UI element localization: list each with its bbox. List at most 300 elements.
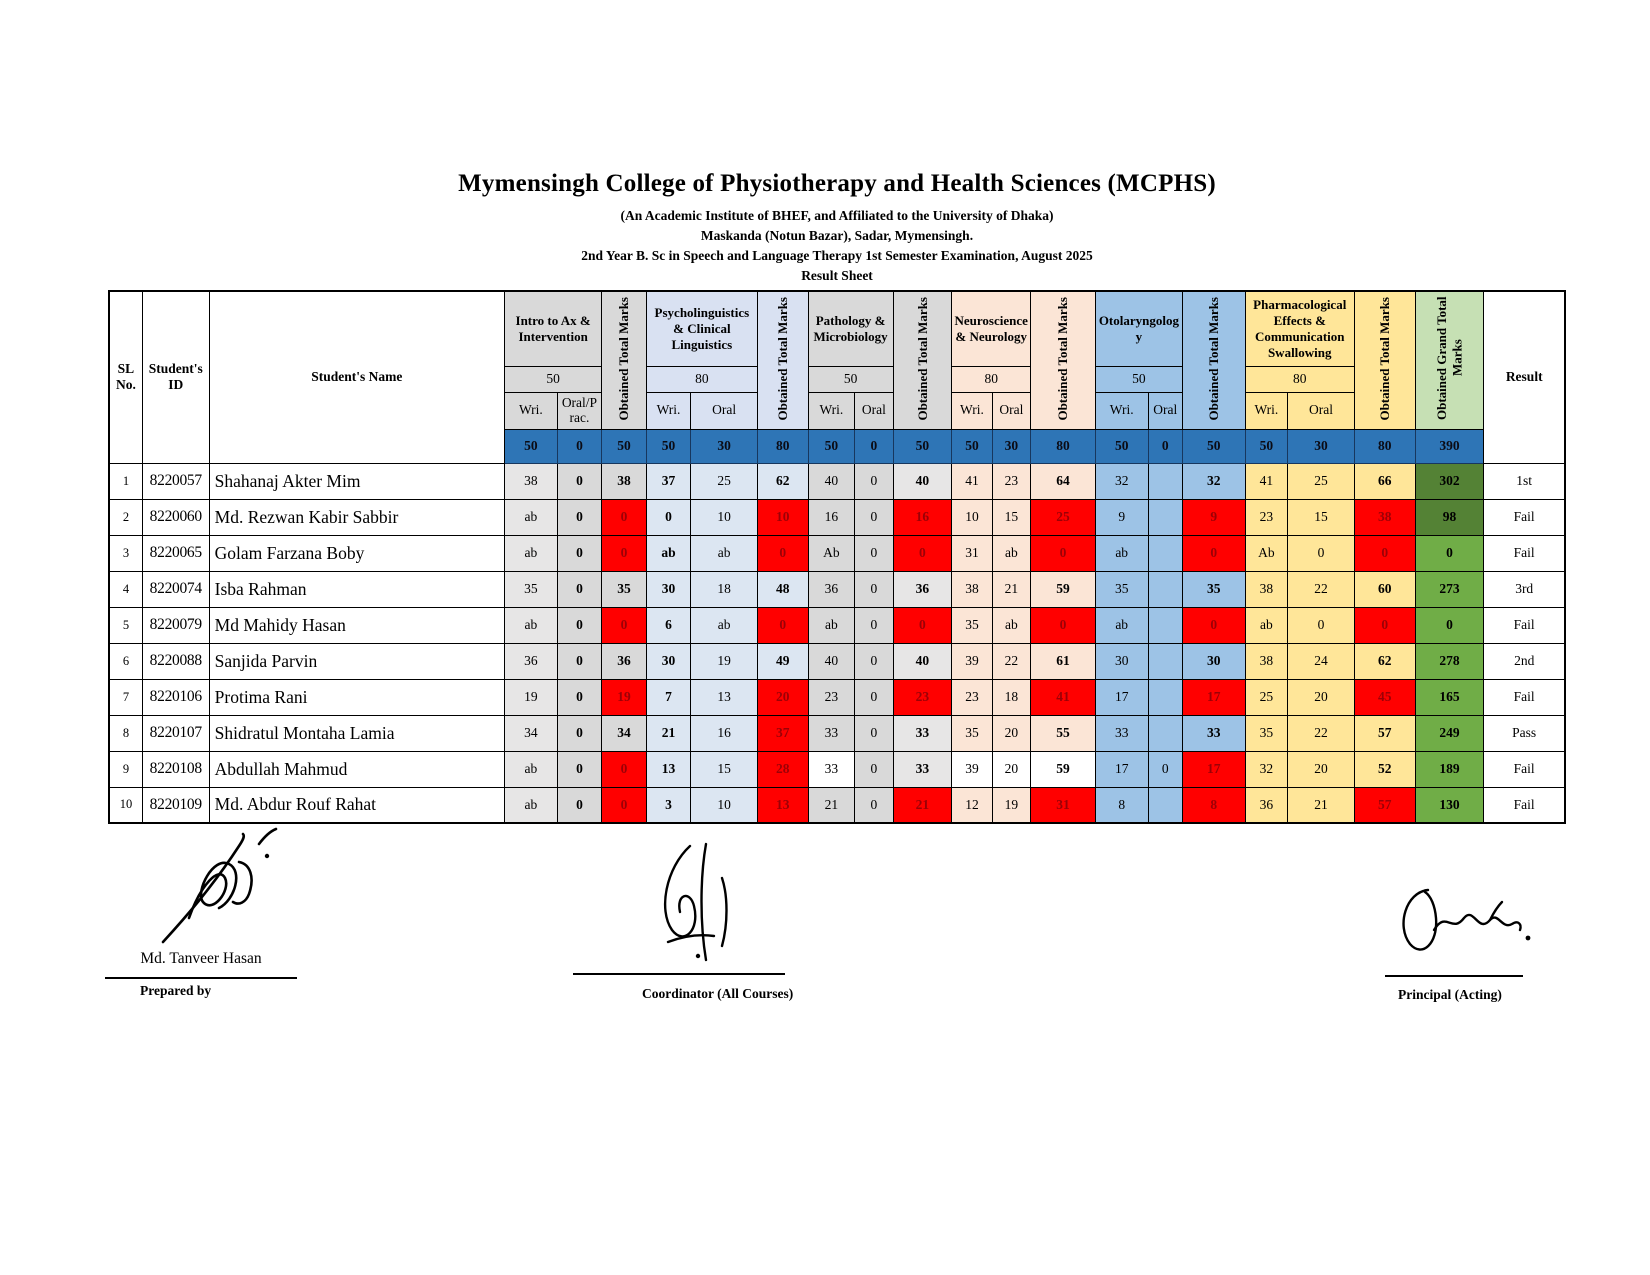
- mark-cell: 38: [952, 571, 992, 607]
- header-subject-otolaryngology: Otolaryngology: [1095, 291, 1182, 366]
- mark-cell: 7: [646, 679, 691, 715]
- mark-cell: 0: [557, 463, 602, 499]
- sub-pharma-oral: Oral: [1288, 392, 1355, 429]
- student-id-cell: 8220065: [142, 535, 209, 571]
- mark-cell: 34: [505, 715, 558, 751]
- student-name-cell: Md. Abdur Rouf Rahat: [209, 787, 504, 823]
- student-rows: [109, 463, 1565, 823]
- mark-cell: ab: [646, 535, 691, 571]
- mark-cell: 0: [1288, 535, 1355, 571]
- address-line: Maskanda (Notun Bazar), Sadar, Mymensingh.: [700, 228, 974, 243]
- mark-cell: 25: [1245, 679, 1287, 715]
- mark-cell: 0: [557, 715, 602, 751]
- student-name-cell: Sanjida Parvin: [209, 643, 504, 679]
- mark-cell: 10: [952, 499, 992, 535]
- mark-cell: 25: [691, 463, 758, 499]
- sl-no-cell: 4: [109, 571, 142, 607]
- mark-cell: 0: [855, 535, 893, 571]
- mark-cell: 62: [758, 463, 809, 499]
- mark-cell: 0: [855, 751, 893, 787]
- mark-cell: 30: [1182, 643, 1245, 679]
- result-cell: Fail: [1484, 607, 1565, 643]
- student-name-cell: Shahanaj Akter Mim: [209, 463, 504, 499]
- mark-cell: 35: [1095, 571, 1148, 607]
- mark-cell: 38: [1245, 643, 1287, 679]
- header-sl-no: SL No.: [109, 291, 142, 463]
- mark-cell: ab: [505, 607, 558, 643]
- mark-cell: 38: [1245, 571, 1287, 607]
- max-mark-cell: 50: [646, 429, 691, 463]
- sl-no-cell: 2: [109, 499, 142, 535]
- sl-no-cell: 6: [109, 643, 142, 679]
- mark-cell: 59: [1031, 751, 1096, 787]
- mark-cell: 0: [855, 715, 893, 751]
- result-cell: 3rd: [1484, 571, 1565, 607]
- header-subject-pharmacological: Pharmacological Effects & Communication Swallowing: [1245, 291, 1354, 366]
- mark-cell: 40: [808, 643, 855, 679]
- student-row: [109, 463, 1565, 499]
- header-subject-psycholinguistics: Psycholinguistics & Clinical Linguistics: [646, 291, 757, 366]
- max-mark-cell: 0: [855, 429, 893, 463]
- mark-cell: ab: [505, 499, 558, 535]
- mark-cell: 0: [855, 499, 893, 535]
- grand-total-cell: 273: [1415, 571, 1484, 607]
- mark-cell: 36: [808, 571, 855, 607]
- student-row: [109, 571, 1565, 607]
- mark-cell: [1148, 535, 1182, 571]
- principal-line: [1385, 975, 1523, 977]
- mark-cell: 0: [758, 607, 809, 643]
- mark-cell: 52: [1354, 751, 1415, 787]
- mark-cell: 10: [691, 787, 758, 823]
- mark-cell: 19: [602, 679, 647, 715]
- mark-cell: 0: [1288, 607, 1355, 643]
- mark-cell: 17: [1182, 679, 1245, 715]
- mark-cell: [1148, 463, 1182, 499]
- total-otolaryngology: 50: [1095, 366, 1182, 392]
- max-mark-cell: 30: [992, 429, 1030, 463]
- sub-oto-wri: Wri.: [1095, 392, 1148, 429]
- mark-cell: 22: [1288, 715, 1355, 751]
- mark-cell: 18: [992, 679, 1030, 715]
- student-name-cell: Md. Rezwan Kabir Sabbir: [209, 499, 504, 535]
- mark-cell: 40: [808, 463, 855, 499]
- mark-cell: 0: [893, 535, 952, 571]
- mark-cell: [1148, 499, 1182, 535]
- mark-cell: 0: [602, 751, 647, 787]
- header-student-id: Student's ID: [142, 291, 209, 463]
- header-otm-intro: Obtained Total Marks: [602, 291, 647, 429]
- mark-cell: 23: [992, 463, 1030, 499]
- mark-cell: 31: [952, 535, 992, 571]
- student-id-cell: 8220060: [142, 499, 209, 535]
- mark-cell: 0: [602, 787, 647, 823]
- grand-total-cell: 0: [1415, 535, 1484, 571]
- mark-cell: 0: [758, 535, 809, 571]
- mark-cell: 13: [646, 751, 691, 787]
- max-mark-cell: 50: [1095, 429, 1148, 463]
- result-cell: Pass: [1484, 715, 1565, 751]
- mark-cell: 0: [557, 571, 602, 607]
- mark-cell: 62: [1354, 643, 1415, 679]
- mark-cell: 0: [646, 499, 691, 535]
- student-id-cell: 8220088: [142, 643, 209, 679]
- header-result: Result: [1484, 291, 1565, 463]
- student-id-cell: 8220108: [142, 751, 209, 787]
- mark-cell: 0: [1148, 751, 1182, 787]
- student-name-cell: Abdullah Mahmud: [209, 751, 504, 787]
- max-mark-cell: 0: [557, 429, 602, 463]
- mark-cell: 21: [992, 571, 1030, 607]
- mark-cell: 21: [1288, 787, 1355, 823]
- total-intro: 50: [505, 366, 602, 392]
- mark-cell: 38: [505, 463, 558, 499]
- student-row: [109, 715, 1565, 751]
- grand-total-cell: 278: [1415, 643, 1484, 679]
- mark-cell: 10: [691, 499, 758, 535]
- grand-total-cell: 189: [1415, 751, 1484, 787]
- exam-line: 2nd Year B. Sc in Speech and Language Therapy 1st Semester Examination, August 2025: [581, 248, 1093, 263]
- mark-cell: 20: [992, 715, 1030, 751]
- mark-cell: 21: [646, 715, 691, 751]
- mark-cell: 16: [893, 499, 952, 535]
- sub-psycho-oral: Oral: [691, 392, 758, 429]
- mark-cell: 17: [1095, 751, 1148, 787]
- mark-cell: 23: [1245, 499, 1287, 535]
- student-id-cell: 8220107: [142, 715, 209, 751]
- student-row: [109, 751, 1565, 787]
- result-cell: Fail: [1484, 787, 1565, 823]
- student-name-cell: Protima Rani: [209, 679, 504, 715]
- mark-cell: 41: [1031, 679, 1096, 715]
- mark-cell: 37: [646, 463, 691, 499]
- student-name-cell: Shidratul Montaha Lamia: [209, 715, 504, 751]
- mark-cell: 15: [992, 499, 1030, 535]
- student-row: [109, 679, 1565, 715]
- max-mark-cell: 80: [1354, 429, 1415, 463]
- student-id-cell: 8220079: [142, 607, 209, 643]
- mark-cell: 21: [808, 787, 855, 823]
- mark-cell: 20: [1288, 679, 1355, 715]
- mark-cell: 8: [1095, 787, 1148, 823]
- mark-cell: 39: [952, 751, 992, 787]
- total-pharmacological: 80: [1245, 366, 1354, 392]
- grand-total-cell: 0: [1415, 607, 1484, 643]
- mark-cell: 35: [1182, 571, 1245, 607]
- prepared-by-label: Prepared by: [140, 983, 212, 998]
- mark-cell: 0: [893, 607, 952, 643]
- total-psycholinguistics: 80: [646, 366, 757, 392]
- mark-cell: 30: [1095, 643, 1148, 679]
- mark-cell: ab: [1245, 607, 1287, 643]
- mark-cell: 0: [1031, 607, 1096, 643]
- header-subject-pathology: Pathology & Microbiology: [808, 291, 893, 366]
- result-table: [108, 290, 1566, 824]
- mark-cell: 0: [557, 787, 602, 823]
- student-name-cell: Golam Farzana Boby: [209, 535, 504, 571]
- mark-cell: 19: [992, 787, 1030, 823]
- mark-cell: 17: [1182, 751, 1245, 787]
- mark-cell: 16: [808, 499, 855, 535]
- grand-total-cell: 302: [1415, 463, 1484, 499]
- mark-cell: 0: [557, 679, 602, 715]
- mark-cell: 45: [1354, 679, 1415, 715]
- header-student-name: Student's Name: [209, 291, 504, 463]
- mark-cell: 0: [557, 499, 602, 535]
- prepared-by-name: Md. Tanveer Hasan: [140, 950, 262, 967]
- mark-cell: 9: [1095, 499, 1148, 535]
- grand-total-cell: 130: [1415, 787, 1484, 823]
- mark-cell: ab: [691, 535, 758, 571]
- sub-neuro-oral: Oral: [992, 392, 1030, 429]
- mark-cell: [1148, 787, 1182, 823]
- mark-cell: 36: [1245, 787, 1287, 823]
- sl-no-cell: 8: [109, 715, 142, 751]
- student-row: [109, 499, 1565, 535]
- result-cell: Fail: [1484, 679, 1565, 715]
- mark-cell: 0: [855, 571, 893, 607]
- sl-no-cell: 10: [109, 787, 142, 823]
- mark-cell: 22: [1288, 571, 1355, 607]
- max-mark-cell: 50: [952, 429, 992, 463]
- mark-cell: 20: [1288, 751, 1355, 787]
- max-mark-cell: 0: [1148, 429, 1182, 463]
- mark-cell: 25: [1288, 463, 1355, 499]
- sheet-label: Result Sheet: [801, 268, 873, 283]
- mark-cell: 32: [1095, 463, 1148, 499]
- coordinator-line: [573, 973, 785, 975]
- mark-cell: 24: [1288, 643, 1355, 679]
- mark-cell: 33: [1095, 715, 1148, 751]
- student-row: [109, 607, 1565, 643]
- student-id-cell: 8220106: [142, 679, 209, 715]
- result-cell: Fail: [1484, 751, 1565, 787]
- max-mark-cell: 50: [1182, 429, 1245, 463]
- student-name-cell: Md Mahidy Hasan: [209, 607, 504, 643]
- mark-cell: 17: [1095, 679, 1148, 715]
- mark-cell: 20: [758, 679, 809, 715]
- prepared-by-line: [105, 977, 297, 979]
- mark-cell: ab: [691, 607, 758, 643]
- mark-cell: 38: [602, 463, 647, 499]
- mark-cell: 55: [1031, 715, 1096, 751]
- mark-cell: 13: [758, 787, 809, 823]
- mark-cell: 57: [1354, 715, 1415, 751]
- mark-cell: 66: [1354, 463, 1415, 499]
- max-mark-cell: 30: [1288, 429, 1355, 463]
- mark-cell: 61: [1031, 643, 1096, 679]
- mark-cell: [1148, 715, 1182, 751]
- mark-cell: 35: [602, 571, 647, 607]
- sub-psycho-wri: Wri.: [646, 392, 691, 429]
- mark-cell: 0: [557, 751, 602, 787]
- header-grand-total: Obtained Grand Total Marks: [1415, 291, 1484, 429]
- mark-cell: 0: [1354, 535, 1415, 571]
- mark-cell: 15: [691, 751, 758, 787]
- student-row: [109, 535, 1565, 571]
- mark-cell: 6: [646, 607, 691, 643]
- mark-cell: ab: [505, 787, 558, 823]
- sub-path-wri: Wri.: [808, 392, 855, 429]
- mark-cell: 25: [1031, 499, 1096, 535]
- mark-cell: 59: [1031, 571, 1096, 607]
- sl-no-cell: 9: [109, 751, 142, 787]
- mark-cell: 41: [1245, 463, 1287, 499]
- student-name-cell: Isba Rahman: [209, 571, 504, 607]
- mark-cell: Ab: [808, 535, 855, 571]
- student-row: [109, 643, 1565, 679]
- total-pathology: 50: [808, 366, 893, 392]
- mark-cell: 21: [893, 787, 952, 823]
- header-otm-pharmacological: Obtained Total Marks: [1354, 291, 1415, 429]
- mark-cell: 32: [1245, 751, 1287, 787]
- mark-cell: 0: [557, 535, 602, 571]
- mark-cell: [1148, 607, 1182, 643]
- sub-path-oral: Oral: [855, 392, 893, 429]
- student-id-cell: 8220109: [142, 787, 209, 823]
- mark-cell: 35: [952, 607, 992, 643]
- mark-cell: [1148, 643, 1182, 679]
- header-subject-neuroscience: Neuroscience & Neurology: [952, 291, 1031, 366]
- max-grand-total-cell: 390: [1415, 429, 1484, 463]
- mark-cell: 40: [893, 643, 952, 679]
- mark-cell: 34: [602, 715, 647, 751]
- max-mark-cell: 50: [1245, 429, 1287, 463]
- mark-cell: 35: [505, 571, 558, 607]
- mark-cell: ab: [1095, 607, 1148, 643]
- mark-cell: 36: [505, 643, 558, 679]
- mark-cell: 0: [602, 607, 647, 643]
- mark-cell: 39: [952, 643, 992, 679]
- mark-cell: 33: [808, 715, 855, 751]
- signature-coordinator-icon: [648, 838, 743, 966]
- mark-cell: ab: [1095, 535, 1148, 571]
- mark-cell: ab: [992, 607, 1030, 643]
- mark-cell: 9: [1182, 499, 1245, 535]
- affiliation-line: (An Academic Institute of BHEF, and Affiliated to the University of Dhaka): [620, 208, 1054, 223]
- principal-label: Principal (Acting): [1398, 987, 1502, 1002]
- sl-no-cell: 3: [109, 535, 142, 571]
- mark-cell: 36: [893, 571, 952, 607]
- result-cell: 1st: [1484, 463, 1565, 499]
- mark-cell: 57: [1354, 787, 1415, 823]
- mark-cell: 48: [758, 571, 809, 607]
- mark-cell: 3: [646, 787, 691, 823]
- mark-cell: 30: [646, 643, 691, 679]
- student-row: [109, 787, 1565, 823]
- mark-cell: 0: [557, 643, 602, 679]
- mark-cell: 40: [893, 463, 952, 499]
- result-cell: Fail: [1484, 535, 1565, 571]
- sl-no-cell: 5: [109, 607, 142, 643]
- mark-cell: 31: [1031, 787, 1096, 823]
- mark-cell: 38: [1354, 499, 1415, 535]
- mark-cell: 0: [1354, 607, 1415, 643]
- mark-cell: 33: [893, 715, 952, 751]
- total-neuroscience: 80: [952, 366, 1031, 392]
- mark-cell: 0: [855, 607, 893, 643]
- mark-cell: 0: [855, 463, 893, 499]
- sub-pharma-wri: Wri.: [1245, 392, 1287, 429]
- max-mark-cell: 50: [808, 429, 855, 463]
- sub-oto-oral: Oral: [1148, 392, 1182, 429]
- max-mark-cell: 80: [758, 429, 809, 463]
- sl-no-cell: 1: [109, 463, 142, 499]
- mark-cell: 36: [602, 643, 647, 679]
- header-otm-neuroscience: Obtained Total Marks: [1031, 291, 1096, 429]
- mark-cell: [1148, 571, 1182, 607]
- mark-cell: 20: [992, 751, 1030, 787]
- mark-cell: 23: [952, 679, 992, 715]
- grand-total-cell: 249: [1415, 715, 1484, 751]
- sub-intro-wri: Wri.: [505, 392, 558, 429]
- mark-cell: 49: [758, 643, 809, 679]
- mark-cell: Ab: [1245, 535, 1287, 571]
- mark-cell: 15: [1288, 499, 1355, 535]
- mark-cell: 0: [855, 787, 893, 823]
- mark-cell: 0: [602, 535, 647, 571]
- mark-cell: 23: [808, 679, 855, 715]
- mark-cell: 8: [1182, 787, 1245, 823]
- mark-cell: [1148, 679, 1182, 715]
- mark-cell: 0: [855, 679, 893, 715]
- sub-neuro-wri: Wri.: [952, 392, 992, 429]
- mark-cell: 33: [1182, 715, 1245, 751]
- mark-cell: 30: [646, 571, 691, 607]
- mark-cell: 0: [855, 643, 893, 679]
- mark-cell: 16: [691, 715, 758, 751]
- max-mark-cell: 50: [893, 429, 952, 463]
- result-cell: Fail: [1484, 499, 1565, 535]
- student-id-cell: 8220074: [142, 571, 209, 607]
- mark-cell: 41: [952, 463, 992, 499]
- header-otm-otolaryngology: Obtained Total Marks: [1182, 291, 1245, 429]
- college-title: Mymensingh College of Physiotherapy and Health Sciences (MCPHS): [458, 170, 1216, 197]
- max-mark-cell: 50: [602, 429, 647, 463]
- mark-cell: ab: [992, 535, 1030, 571]
- grand-total-cell: 98: [1415, 499, 1484, 535]
- grand-total-cell: 165: [1415, 679, 1484, 715]
- mark-cell: 22: [992, 643, 1030, 679]
- mark-cell: 0: [602, 499, 647, 535]
- sl-no-cell: 7: [109, 679, 142, 715]
- mark-cell: 64: [1031, 463, 1096, 499]
- mark-cell: 19: [691, 643, 758, 679]
- header-otm-pathology: Obtained Total Marks: [893, 291, 952, 429]
- mark-cell: 32: [1182, 463, 1245, 499]
- mark-cell: 18: [691, 571, 758, 607]
- mark-cell: 33: [808, 751, 855, 787]
- mark-cell: 0: [557, 607, 602, 643]
- mark-cell: ab: [505, 535, 558, 571]
- mark-cell: 60: [1354, 571, 1415, 607]
- mark-cell: 19: [505, 679, 558, 715]
- mark-cell: 23: [893, 679, 952, 715]
- mark-cell: 0: [1182, 607, 1245, 643]
- mark-cell: 33: [893, 751, 952, 787]
- mark-cell: ab: [808, 607, 855, 643]
- mark-cell: 28: [758, 751, 809, 787]
- mark-cell: 35: [952, 715, 992, 751]
- sub-intro-oral: Oral/Prac.: [557, 392, 602, 429]
- mark-cell: 0: [1182, 535, 1245, 571]
- mark-cell: 12: [952, 787, 992, 823]
- result-cell: 2nd: [1484, 643, 1565, 679]
- mark-cell: ab: [505, 751, 558, 787]
- header-otm-psycholinguistics: Obtained Total Marks: [758, 291, 809, 429]
- max-mark-cell: 50: [505, 429, 558, 463]
- mark-cell: 35: [1245, 715, 1287, 751]
